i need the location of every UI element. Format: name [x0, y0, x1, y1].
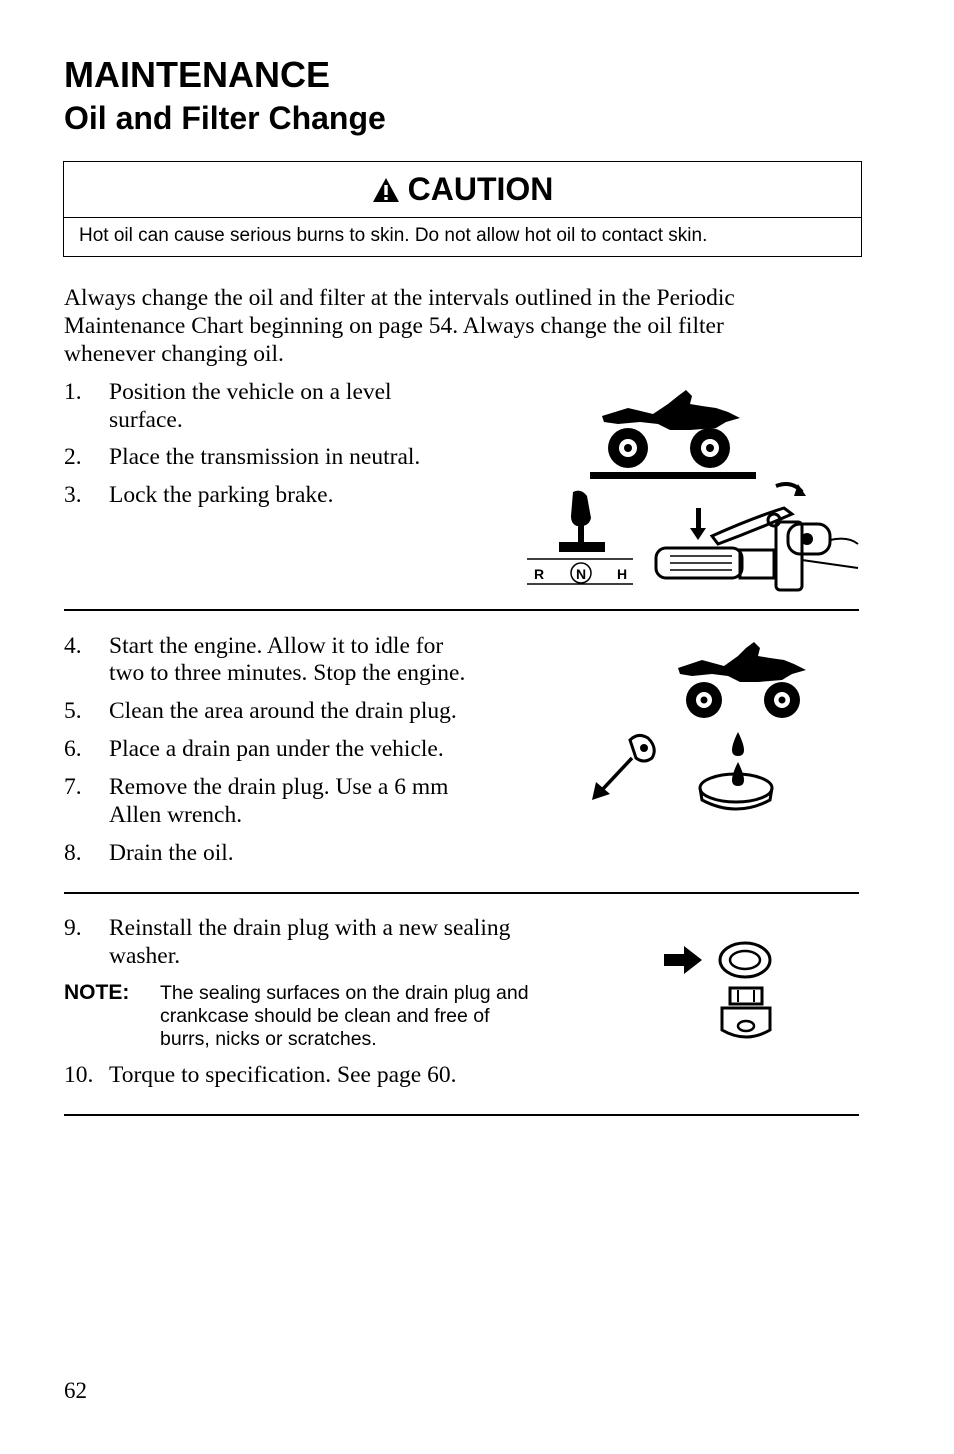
page-number: 62: [64, 1378, 87, 1403]
step-text: two to three minutes. Stop the engine.: [109, 660, 466, 686]
step-number: 6.: [64, 736, 82, 762]
drain-plug-icon: [590, 732, 670, 802]
step-text: Clean the area around the drain plug.: [109, 698, 457, 724]
step-number: 2.: [64, 444, 82, 470]
intro-line: Always change the oil and filter at the intervals outlined in the Periodic: [64, 285, 735, 311]
step-number: 1.: [64, 379, 82, 405]
brake-lever-icon: [652, 478, 862, 592]
step-text: Place a drain pan under the vehicle.: [109, 736, 444, 762]
gear-label-r: R: [534, 566, 545, 582]
section-divider: [64, 1114, 859, 1116]
atv-icon: [674, 642, 814, 724]
note-text: [160, 982, 529, 1051]
step-number: 3.: [64, 482, 82, 508]
step-text: surface.: [109, 407, 183, 433]
note-label: NOTE:: [64, 981, 130, 1004]
step-text: Position the vehicle on a level: [109, 379, 392, 405]
caution-header: [64, 162, 861, 218]
section-divider: [64, 609, 859, 611]
note-line: The sealing surfaces on the drain plug and: [160, 982, 529, 1004]
step-text: washer.: [109, 943, 181, 969]
step-text: Place the transmission in neutral.: [109, 444, 421, 470]
step-text: Remove the drain plug. Use a 6 mm: [109, 774, 449, 800]
step-number: 10.: [64, 1062, 94, 1088]
note-line: crankcase should be clean and free of: [160, 1005, 490, 1027]
section-title: MAINTENANCE: [64, 54, 330, 95]
step-number: 7.: [64, 774, 82, 800]
step-text: Lock the parking brake.: [109, 482, 334, 508]
page-title: Oil and Filter Change: [64, 100, 386, 136]
gear-label-h: H: [617, 566, 628, 582]
step-text: Allen wrench.: [109, 802, 243, 828]
caution-title: CAUTION: [407, 171, 554, 207]
sealing-washer-icon: [716, 940, 774, 984]
intro-line: Maintenance Chart beginning on page 54. Always change the oil filter: [64, 313, 724, 339]
step-text: Reinstall the drain plug with a new sealing: [109, 915, 511, 941]
caution-box: [63, 161, 862, 257]
caution-text: Hot oil can cause serious burns to skin. Do not allow hot oil to contact skin.: [79, 225, 708, 246]
drain-pan-icon: [694, 730, 778, 822]
step-number: 8.: [64, 840, 82, 866]
step-text: Drain the oil.: [109, 840, 234, 866]
step-number: 4.: [64, 633, 82, 659]
atv-icon: [598, 388, 758, 480]
arrow-right-icon: [664, 946, 704, 976]
step-text: Torque to specification. See page 60.: [109, 1062, 457, 1088]
step-number: 5.: [64, 698, 82, 724]
step-text: Start the engine. Allow it to idle for: [109, 633, 444, 659]
gear-label-n: N: [576, 566, 587, 582]
gear-shift-icon: [527, 488, 637, 588]
section-divider: [64, 892, 859, 894]
warning-triangle-icon: [372, 177, 400, 203]
step-number: 9.: [64, 915, 82, 941]
intro-line: whenever changing oil.: [64, 341, 284, 367]
drain-plug-icon: [718, 986, 774, 1046]
note-line: burrs, nicks or scratches.: [160, 1028, 377, 1050]
